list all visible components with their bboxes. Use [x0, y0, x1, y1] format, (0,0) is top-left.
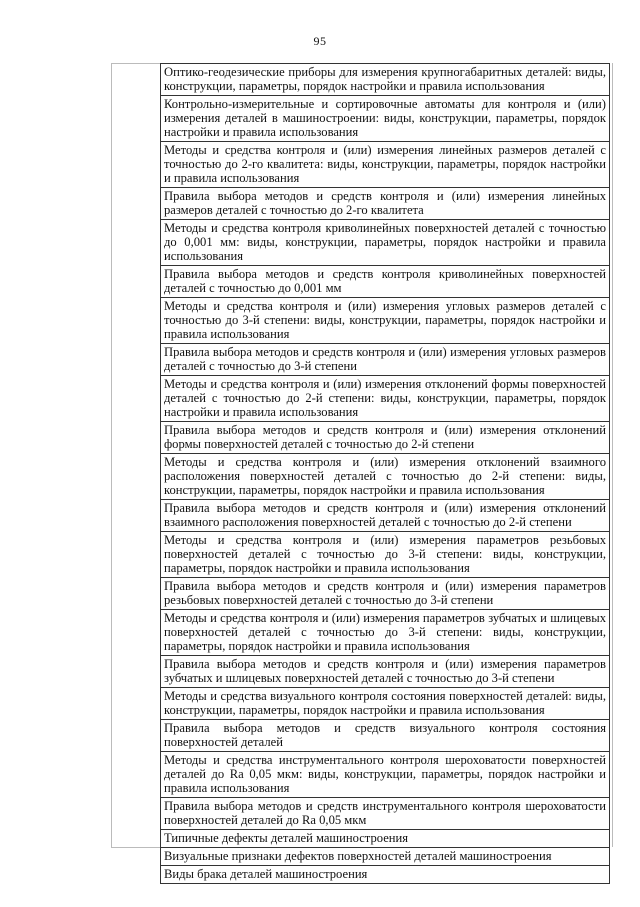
table-row — [161, 532, 610, 578]
table-row — [161, 578, 610, 610]
table-row — [161, 64, 610, 96]
table-row — [161, 500, 610, 532]
table-cell: Методы и средства инструментального контроля шероховатости поверхностей деталей до Ra 0,05 мкм: виды, конструкции, параметры, порядок настройки и правила использования — [161, 752, 610, 798]
requirements-table — [160, 63, 610, 884]
table-cell: Правила выбора методов и средств контроля и (или) измерения угловых размеров деталей с точностью до 3-й степени — [161, 344, 610, 376]
table-cell: Методы и средства контроля и (или) измерения угловых размеров деталей с точностью до 3-й степени: виды, конструкции, параметры, порядок настройки и правила использования — [161, 298, 610, 344]
table-cell: Правила выбора методов и средств контроля и (или) измерения параметров зубчатых и шлицевых поверхностей деталей с точностью до 3-й степени — [161, 656, 610, 688]
table-row — [161, 830, 610, 848]
table-cell: Методы и средства контроля и (или) измерения отклонений взаимного расположения поверхностей деталей с точностью до 2-й степени: виды, конструкции, параметры, порядок настройки и правила использования — [161, 454, 610, 500]
table-row — [161, 454, 610, 500]
table-row — [161, 298, 610, 344]
table-cell: Методы и средства визуального контроля состояния поверхностей деталей: виды, конструкции, параметры, порядок настройки и правила использования — [161, 688, 610, 720]
table-bottom-border-left — [111, 847, 160, 848]
table-cell: Правила выбора методов и средств инструментального контроля шероховатости поверхностей деталей до Ra 0,05 мкм — [161, 798, 610, 830]
table-cell: Правила выбора методов и средств контроля и (или) измерения линейных размеров деталей с точностью до 2-го квалитета — [161, 188, 610, 220]
table-cell: Визуальные признаки дефектов поверхностей деталей машиностроения — [161, 848, 610, 866]
table-row — [161, 752, 610, 798]
table-cell: Виды брака деталей машиностроения — [161, 866, 610, 884]
table-row — [161, 656, 610, 688]
table-cell: Контрольно-измерительные и сортировочные автоматы для контроля и (или) измерения деталей в машиностроении: виды, конструкции, параметры, порядок настройки и правила использования — [161, 96, 610, 142]
page-number: 95 — [313, 34, 327, 48]
table-right-border — [612, 63, 613, 847]
table-row — [161, 688, 610, 720]
table-row — [161, 266, 610, 298]
table-cell: Правила выбора методов и средств контроля и (или) измерения отклонений формы поверхностей деталей с точностью до 2-й степени — [161, 422, 610, 454]
table-cell: Оптико-геодезические приборы для измерения крупногабаритных деталей: виды, конструкции, параметры, порядок настройки и правила использования — [161, 64, 610, 96]
table-row — [161, 376, 610, 422]
table-cell: Правила выбора методов и средств контроля криволинейных поверхностей деталей с точностью до 0,001 мм — [161, 266, 610, 298]
table-row — [161, 866, 610, 884]
table-cell: Правила выбора методов и средств контроля и (или) измерения параметров резьбовых поверхностей деталей с точностью до 3-й степени — [161, 578, 610, 610]
table-row — [161, 344, 610, 376]
table-left-border — [111, 63, 112, 847]
table-row — [161, 610, 610, 656]
table-cell: Методы и средства контроля и (или) измерения отклонений формы поверхностей деталей с точностью до 2-й степени: виды, конструкции, параметры, порядок настройки и правила использования — [161, 376, 610, 422]
table-top-border-left — [111, 63, 160, 64]
table-cell: Правила выбора методов и средств визуального контроля состояния поверхностей деталей — [161, 720, 610, 752]
table-row — [161, 188, 610, 220]
table-row — [161, 142, 610, 188]
table-cell: Методы и средства контроля криволинейных поверхностей деталей с точностью до 0,001 мм: виды, конструкции, параметры, порядок настройки и правила использования — [161, 220, 610, 266]
table-row — [161, 96, 610, 142]
table-cell: Методы и средства контроля и (или) измерения параметров резьбовых поверхностей деталей с точностью до 3-й степени: виды, конструкции, параметры, порядок настройки и правила использования — [161, 532, 610, 578]
table-cell: Методы и средства контроля и (или) измерения параметров зубчатых и шлицевых поверхностей деталей с точностью до 3-й степени: виды, конструкции, параметры, порядок настройки и правила использования — [161, 610, 610, 656]
table-row — [161, 848, 610, 866]
table-row — [161, 422, 610, 454]
table-cell: Правила выбора методов и средств контроля и (или) измерения отклонений взаимного расположения поверхностей деталей с точностью до 2-й степени — [161, 500, 610, 532]
table-cell: Методы и средства контроля и (или) измерения линейных размеров деталей с точностью до 2-го квалитета: виды, конструкции, параметры, порядок настройки и правила использования — [161, 142, 610, 188]
table-row — [161, 798, 610, 830]
table-row — [161, 720, 610, 752]
table-row — [161, 220, 610, 266]
table-cell: Типичные дефекты деталей машиностроения — [161, 830, 610, 848]
